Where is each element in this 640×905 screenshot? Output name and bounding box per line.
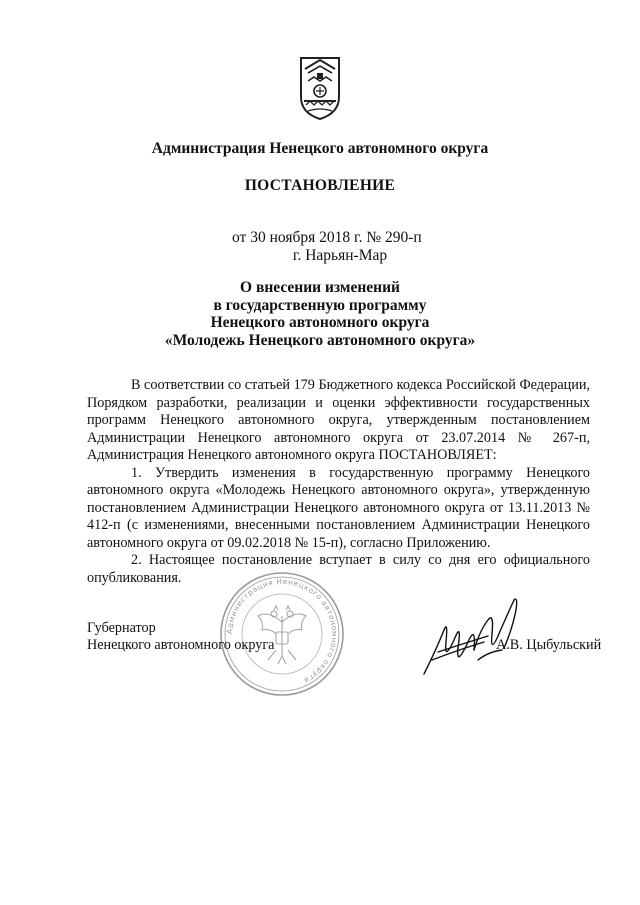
document-title xyxy=(0,279,640,349)
body-paragraph-1: 1. Утвердить изменения в государственную программу Ненецкого автономного округа «Молодежь Ненецкого автономного округа», утвержденную постановлением Администрации Ненецкого автономного округа от 13.11.2013 № 412-п (с изменениями, внесенными постановлением Администрации Ненецкого автономного округа от 09.02.2018 № 15-п), согласно Приложению. xyxy=(87,464,590,551)
signatory-name: А.В. Цыбульский xyxy=(496,637,602,653)
title-line: О внесении изменений xyxy=(240,279,400,296)
title-line: «Молодежь Ненецкого автономного округа» xyxy=(164,331,476,349)
organization-name: Администрация Ненецкого автономного округа xyxy=(151,140,489,157)
document-type: ПОСТАНОВЛЕНИЕ xyxy=(244,177,396,194)
body-paragraph-2: 2. Настоящее постановление вступает в силу со дня его официального опубликования. xyxy=(87,552,590,586)
title-line: в государственную программу xyxy=(213,296,427,314)
signatory-position-line2: Ненецкого автономного округа xyxy=(87,637,275,653)
document-city: г. Нарьян-Мар xyxy=(292,247,388,264)
body-paragraph-preamble: В соответствии со статьей 179 Бюджетного кодекса Российской Федерации, Порядком разработки, реализации и оценки эффективности государственных программ Ненецкого автономного округа, утвержденным постановлением Администрации Ненецкого автономного округа от 23.07.2014 № 267-п, Администрация Ненецкого автономного округа ПОСТАНОВЛЯЕТ: xyxy=(87,377,590,463)
official-seal-stamp xyxy=(218,570,346,698)
seal-text: Администрация Ненецкого автономного округа xyxy=(224,576,340,686)
document-date-number: от 30 ноября 2018 г. № 290-п xyxy=(232,229,422,246)
coat-of-arms-icon xyxy=(298,55,342,121)
title-line: Ненецкого автономного округа xyxy=(210,314,430,331)
document-body xyxy=(87,377,590,587)
signatory-position-line1: Губернатор xyxy=(87,620,156,636)
